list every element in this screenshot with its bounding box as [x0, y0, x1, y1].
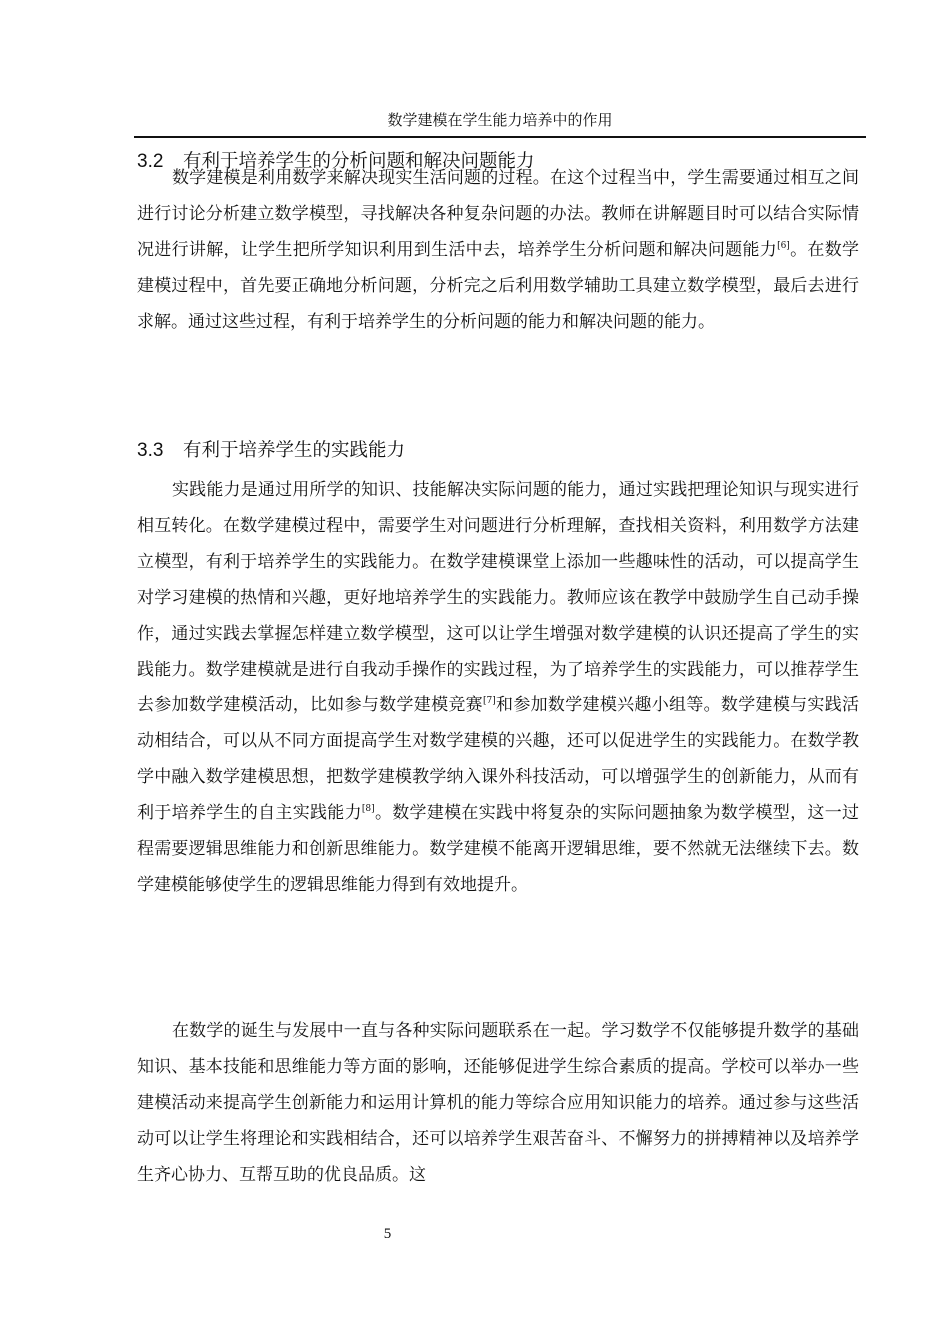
- header-rule: [134, 136, 866, 138]
- citation-ref: [7]: [482, 696, 496, 707]
- section-heading-3-3: [137, 433, 857, 469]
- paragraph-3-3-2: [137, 1014, 859, 1194]
- paragraph-3-3-1: [137, 473, 859, 904]
- section-title: 有利于培养学生的分析问题和解决问题能力: [183, 151, 535, 172]
- paragraph-text: 和参加数学建模兴趣小组等。数学建模与实践活动相结合，可以从不同方面提高学生对数学建模的兴趣，还可以促进学生的实践能力。在数学教学中融入数学建模思想，把数学建模教学纳入课外科技活动，可以增强学生的创新能力，从而有利于培养学生的自主实践能力: [137, 695, 860, 824]
- section-number: 3.3: [137, 440, 164, 461]
- citation-ref: [8]: [361, 804, 375, 815]
- paragraph-3-2-1: [137, 161, 859, 341]
- section-number: 3.2: [137, 151, 164, 172]
- paragraph-text: 。在数学建模过程中，首先要正确地分析问题，分析完之后利用数学辅助工具建立数学模型，最后去进行求解。通过这些过程，有利于培养学生的分析问题的能力和解决问题的能力。: [137, 239, 860, 332]
- paragraph-text: 。数学建模在实践中将复杂的实际问题抽象为数学模型，这一过程需要逻辑思维能力和创新思维能力。数学建模不能离开逻辑思维，要不然就无法继续下去。数学建模能够使学生的逻辑思维能力得到有效地提升。: [137, 803, 860, 895]
- paragraph-text: 数学建模是利用数学来解决现实生活问题的过程。在这个过程当中，学生需要通过相互之间进行讨论分析建立数学模型，寻找解决各种复杂问题的办法。教师在讲解题目时可以结合实际情况进行讲解，让学生把所学知识利用到生活中去，培养学生分析问题和解决问题能力: [137, 168, 859, 260]
- citation-ref: [6]: [777, 240, 790, 251]
- section-title: 有利于培养学生的实践能力: [183, 440, 406, 461]
- page-number: 5: [383, 1226, 392, 1242]
- paragraph-text: 在数学的诞生与发展中一直与各种实际问题联系在一起。学习数学不仅能够提升数学的基础知识、基本技能和思维能力等方面的影响，还能够促进学生综合素质的提高。学校可以举办一些建模活动来提高学生创新能力和运用计算机的能力等综合应用知识能力的培养。通过参与这些活动可以让学生将理论和实践相结合，还可以培养学生艰苦奋斗、不懈努力的拼搏精神以及培养学生齐心协力、互帮互助的优良品质。这: [137, 1021, 859, 1185]
- running-header: 数学建模在学生能力培养中的作用: [387, 111, 613, 129]
- paragraph-text: 实践能力是通过用所学的知识、技能解决实际问题的能力，通过实践把理论知识与现实进行相互转化。在数学建模过程中，需要学生对问题进行分析理解，查找相关资料，利用数学方法建立模型，有利于培养学生的实践能力。在数学建模课堂上添加一些趣味性的活动，可以提高学生对学习建模的热情和兴趣，更好地培养学生的实践能力。教师应该在教学中鼓励学生自己动手操作，通过实践去掌握怎样建立数学模型，这可以让学生增强对数学建模的认识还提高了学生的实践能力。数学建模就是进行自我动手操作的实践过程，为了培养学生的实践能力，可以推荐学生去参加数学建模活动，比如参与数学建模竞赛: [137, 480, 859, 716]
